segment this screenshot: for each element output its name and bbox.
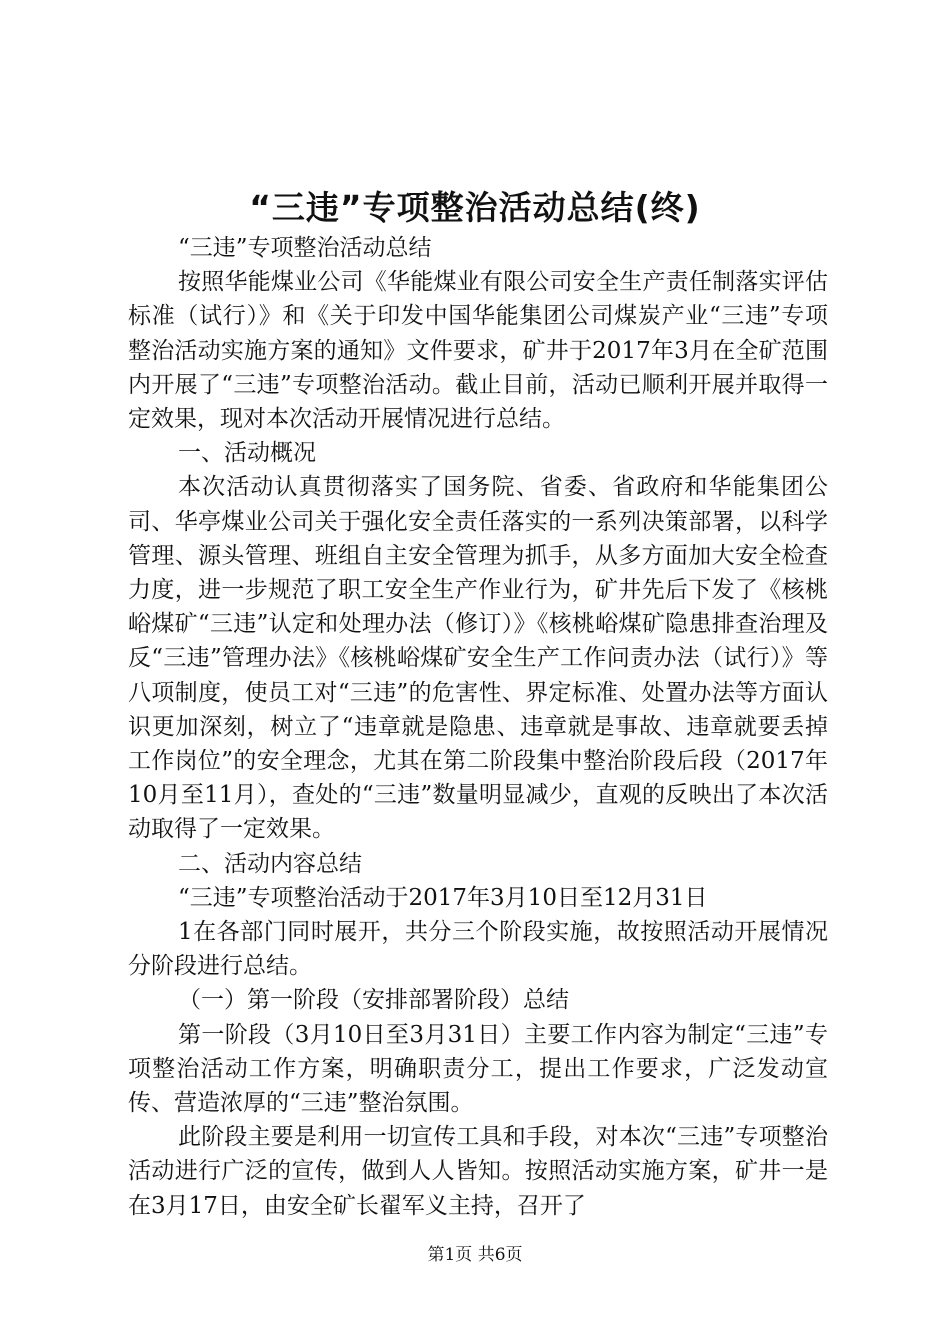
paragraph-subtitle: “三违”专项整治活动总结 (178, 235, 432, 261)
subsection-heading-phase-one: （一）第一阶段（安排部署阶段）总结 (178, 987, 569, 1014)
document-body (128, 231, 828, 1223)
paragraph-phase-one-detail: 此阶段主要是利用一切宣传工具和手段，对本次“三违”专项整治活动进行广泛的宣传，做到人人皆知。按照活动实施方案，矿井一是在3月17日，由安全矿长翟军义主持，召开了 (128, 1124, 828, 1219)
paragraph-phase-one: 第一阶段（3月10日至3月31日）主要工作内容为制定“三违”专项整治活动工作方案，明确职责分工，提出工作要求，广泛发动宣传、营造浓厚的“三违”整治氛围。 (128, 1021, 828, 1117)
paragraph-overview: 本次活动认真贯彻落实了国务院、省委、省政府和华能集团公司、华亭煤业公司关于强化安全责任落实的一系列决策部署，以科学管理、源头管理、班组自主安全管理为抓手，从多方面加大安全检查力度，进一步规范了职工安全生产作业行为，矿井先后下发了《核桃峪煤矿“三违”认定和处理办法（修订）》《核桃峪煤矿隐患排查治理及反“三违”管理办法》《核桃峪煤矿安全生产工作问责办法（试行）》等八项制度，使员工对“三违”的危害性、界定标准、处置办法等方面认识更加深刻，树立了“违章就是隐患、违章就是事故、违章就要丢掉工作岗位”的安全理念，尤其在第二阶段集中整治阶段后段（2017年10月至11月），查处的“三违”数量明显减少，直观的反映出了本次活动取得了一定效果。 (128, 474, 828, 843)
document-title: “三违”专项整治活动总结(终) (249, 188, 701, 227)
paragraph-intro: 按照华能煤业公司《华能煤业有限公司安全生产责任制落实评估标准（试行）》和《关于印发中国华能集团公司煤炭产业“三违”专项整治活动实施方案的通知》文件要求，矿井于2017年3月在全矿范围内开展了“三违”专项整治活动。截止目前，活动已顺利开展并取得一定效果，现对本次活动开展情况进行总结。 (128, 269, 828, 433)
section-heading-overview: 一、活动概况 (178, 440, 316, 467)
paragraph-content-dates: “三违”专项整治活动于2017年3月10日至12月31日 (178, 884, 708, 911)
page-footer: 第1页 共6页 (427, 1245, 523, 1265)
section-heading-content: 二、活动内容总结 (178, 850, 362, 877)
paragraph-content-phases: 1在各部门同时展开，共分三个阶段实施，故按照活动开展情况分阶段进行总结。 (128, 919, 828, 980)
